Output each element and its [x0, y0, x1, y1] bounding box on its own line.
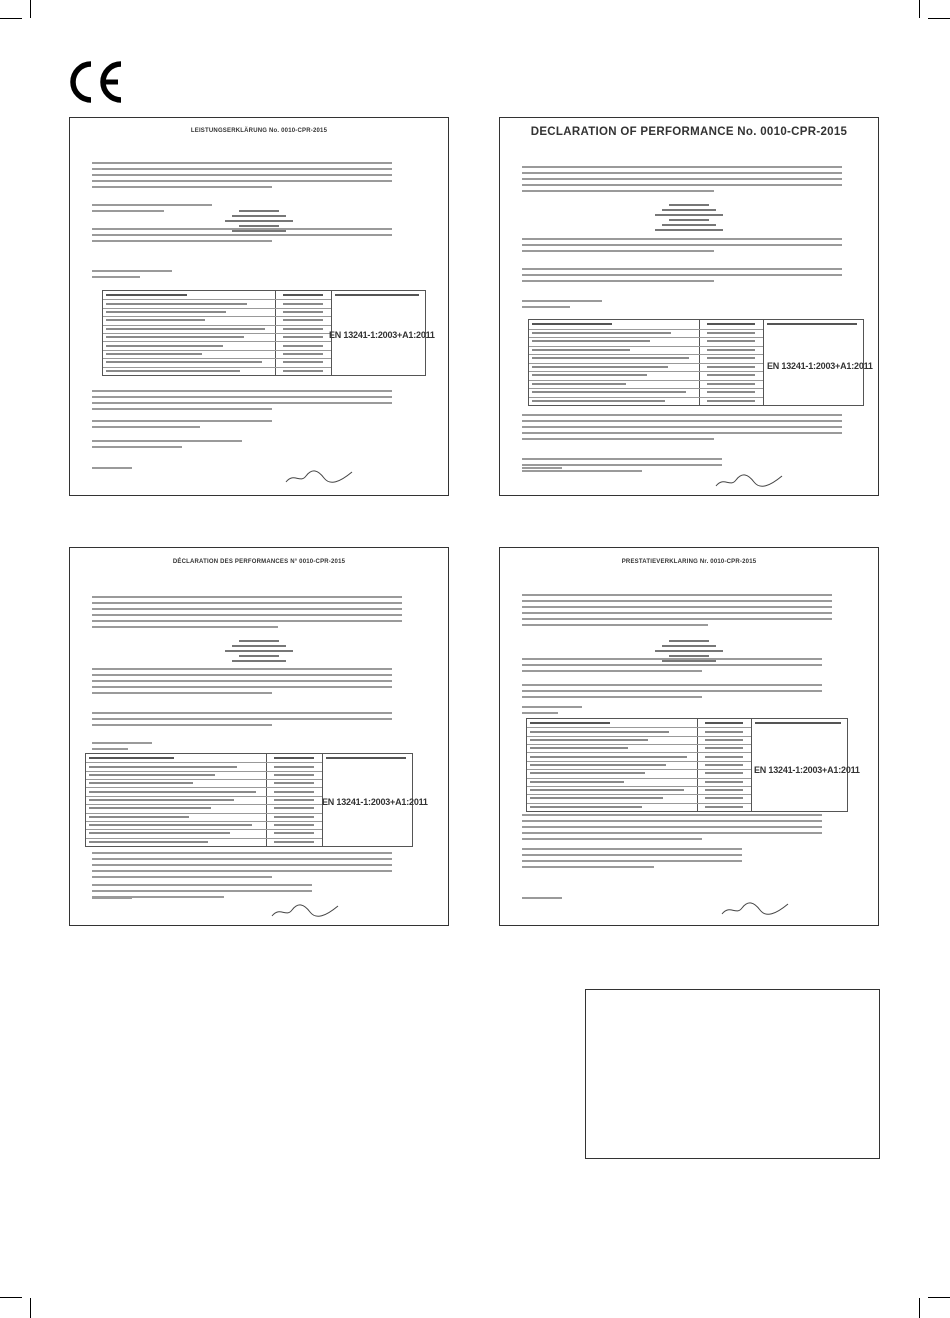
- address-line: [239, 225, 279, 227]
- ce-mark-logo: [66, 58, 126, 106]
- text-line: [92, 620, 402, 622]
- text-line: [522, 268, 842, 270]
- table-cell-text: [283, 311, 323, 313]
- table-cell-text: [705, 781, 743, 783]
- blank-label-box: [585, 989, 880, 1159]
- text-line: [522, 458, 722, 460]
- address-line: [662, 209, 716, 211]
- text-line: [92, 748, 128, 750]
- text-line: [92, 712, 392, 714]
- date-line: [522, 897, 562, 899]
- table-cell-text: [532, 357, 689, 359]
- table-cell-text: [89, 799, 234, 801]
- crop-mark: [30, 0, 31, 18]
- address-line: [239, 655, 279, 657]
- text-line: [522, 274, 842, 276]
- text-line: [92, 596, 402, 598]
- table-cell-text: [106, 303, 247, 305]
- table-cell-text: [530, 747, 628, 749]
- table-cell-text: [283, 353, 323, 355]
- text-line: [522, 250, 714, 252]
- text-line: [92, 674, 392, 676]
- text-line: [92, 446, 182, 448]
- table-cell-text: [707, 349, 755, 351]
- address-line: [655, 229, 723, 231]
- table-cell-text: [89, 791, 256, 793]
- table-cell-text: [705, 764, 743, 766]
- address-line: [669, 640, 709, 642]
- text-line: [92, 626, 278, 628]
- table-cell-text: [705, 789, 743, 791]
- crop-mark: [928, 1297, 950, 1298]
- text-line: [522, 184, 842, 186]
- address-line: [232, 215, 286, 217]
- table-cell-text: [89, 782, 193, 784]
- address-line: [239, 210, 279, 212]
- crop-mark: [928, 18, 950, 19]
- text-line: [522, 306, 570, 308]
- address-line: [225, 650, 293, 652]
- table-cell-text: [707, 383, 755, 385]
- text-line: [522, 866, 654, 868]
- harmonized-standard-label: EN 13241-1:2003+A1:2011: [754, 765, 860, 775]
- table-cell-text: [283, 319, 323, 321]
- text-line: [522, 438, 714, 440]
- text-line: [92, 686, 392, 688]
- table-cell-text: [283, 294, 323, 296]
- text-line: [522, 706, 582, 708]
- text-line: [92, 204, 212, 206]
- table-cell-text: [532, 349, 630, 351]
- text-line: [92, 724, 272, 726]
- date-line: [92, 467, 132, 469]
- table-cell-text: [532, 366, 668, 368]
- address-line: [655, 214, 723, 216]
- table-cell-text: [767, 323, 857, 325]
- text-line: [92, 602, 402, 604]
- table-cell-text: [705, 797, 743, 799]
- table-cell-text: [274, 832, 314, 834]
- table-cell-text: [530, 789, 684, 791]
- table-cell-text: [707, 391, 755, 393]
- table-cell-text: [89, 841, 208, 843]
- text-line: [522, 826, 822, 828]
- text-line: [522, 606, 832, 608]
- table-cell-text: [89, 816, 189, 818]
- text-line: [522, 470, 642, 472]
- signature: [270, 902, 340, 920]
- table-cell-text: [283, 303, 323, 305]
- table-cell-text: [707, 400, 755, 402]
- text-line: [92, 180, 392, 182]
- declaration-document-dutch: [499, 547, 879, 926]
- text-line: [522, 464, 722, 466]
- address-line: [669, 219, 709, 221]
- text-line: [92, 742, 152, 744]
- table-cell-text: [530, 739, 648, 741]
- table-cell-text: [274, 757, 314, 759]
- table-cell-text: [707, 374, 755, 376]
- table-cell-text: [530, 781, 624, 783]
- text-line: [92, 270, 172, 272]
- text-line: [92, 402, 392, 404]
- text-line: [522, 178, 842, 180]
- text-line: [92, 396, 392, 398]
- declaration-document-german: [69, 117, 449, 496]
- table-cell-text: [707, 332, 755, 334]
- text-line: [522, 300, 602, 302]
- text-line: [92, 186, 272, 188]
- text-line: [522, 426, 842, 428]
- text-line: [522, 166, 842, 168]
- table-cell-text: [106, 294, 187, 296]
- text-line: [522, 820, 822, 822]
- text-line: [522, 860, 742, 862]
- text-line: [522, 280, 714, 282]
- text-line: [92, 680, 392, 682]
- crop-mark: [30, 1298, 31, 1318]
- text-line: [522, 696, 702, 698]
- table-cell-text: [707, 357, 755, 359]
- harmonized-standard-label: EN 13241-1:2003+A1:2011: [329, 330, 435, 340]
- text-line: [92, 162, 392, 164]
- table-cell-text: [707, 323, 755, 325]
- table-cell-text: [530, 772, 645, 774]
- table-cell-text: [283, 370, 323, 372]
- crop-mark: [919, 1298, 920, 1318]
- text-line: [522, 684, 822, 686]
- text-line: [92, 608, 402, 610]
- table-cell-text: [705, 722, 743, 724]
- text-line: [522, 838, 702, 840]
- table-cell-text: [283, 361, 323, 363]
- text-line: [522, 432, 842, 434]
- text-line: [92, 426, 200, 428]
- table-cell-text: [532, 400, 665, 402]
- text-line: [522, 854, 742, 856]
- document-title: LEISTUNGSERKLÄRUNG No. 0010-CPR-2015: [190, 128, 328, 134]
- signature: [714, 472, 784, 490]
- table-cell-text: [89, 824, 252, 826]
- text-line: [522, 190, 714, 192]
- table-cell-text: [106, 370, 240, 372]
- text-line: [522, 618, 832, 620]
- table-cell-text: [705, 806, 743, 808]
- date-line: [522, 467, 562, 469]
- signature: [284, 468, 354, 486]
- table-cell-text: [89, 832, 230, 834]
- table-cell-text: [530, 806, 642, 808]
- table-cell-text: [106, 345, 223, 347]
- address-line: [669, 204, 709, 206]
- crop-mark: [0, 1297, 22, 1298]
- table-cell-text: [283, 345, 323, 347]
- text-line: [522, 848, 742, 850]
- crop-mark: [919, 0, 920, 18]
- table-cell-text: [530, 797, 663, 799]
- text-line: [92, 210, 164, 212]
- declaration-document-english: [499, 117, 879, 496]
- table-cell-text: [705, 747, 743, 749]
- text-line: [522, 172, 842, 174]
- table-cell-text: [106, 336, 244, 338]
- text-line: [92, 852, 392, 854]
- text-line: [522, 244, 842, 246]
- document-title: PRESTATIEVERKLARING Nr. 0010-CPR-2015: [621, 559, 757, 565]
- address-line: [232, 645, 286, 647]
- table-cell-text: [274, 807, 314, 809]
- table-cell-text: [274, 799, 314, 801]
- table-cell-text: [89, 807, 211, 809]
- text-line: [92, 884, 312, 886]
- text-line: [92, 864, 392, 866]
- table-cell-text: [532, 391, 686, 393]
- table-cell-text: [707, 340, 755, 342]
- date-line: [92, 897, 132, 899]
- table-cell-text: [274, 816, 314, 818]
- address-line: [239, 640, 279, 642]
- text-line: [92, 234, 392, 236]
- text-line: [522, 594, 832, 596]
- table-cell-text: [106, 361, 262, 363]
- table-cell-text: [530, 731, 669, 733]
- table-cell-text: [755, 722, 841, 724]
- text-line: [92, 420, 272, 422]
- text-line: [522, 664, 822, 666]
- text-line: [92, 440, 242, 442]
- table-cell-text: [106, 311, 226, 313]
- crop-mark: [0, 18, 22, 19]
- signature: [720, 900, 790, 918]
- table-cell-text: [532, 323, 612, 325]
- table-cell-text: [274, 791, 314, 793]
- table-cell-text: [532, 340, 650, 342]
- text-line: [92, 390, 392, 392]
- address-line: [669, 655, 709, 657]
- text-line: [92, 858, 392, 860]
- table-cell-text: [89, 774, 215, 776]
- address-line: [662, 645, 716, 647]
- harmonized-standard-label: EN 13241-1:2003+A1:2011: [322, 797, 428, 807]
- table-cell-text: [532, 374, 647, 376]
- table-cell-text: [89, 766, 237, 768]
- text-line: [522, 690, 822, 692]
- text-line: [92, 174, 392, 176]
- text-line: [92, 614, 402, 616]
- table-cell-text: [283, 336, 323, 338]
- text-line: [92, 276, 140, 278]
- table-cell-text: [530, 756, 687, 758]
- table-cell-text: [705, 731, 743, 733]
- text-line: [522, 238, 842, 240]
- table-cell-text: [274, 824, 314, 826]
- text-line: [522, 414, 842, 416]
- document-title: DECLARATION OF PERFORMANCE No. 0010-CPR-2015: [530, 126, 848, 138]
- text-line: [522, 814, 822, 816]
- table-cell-text: [705, 756, 743, 758]
- table-cell-text: [532, 332, 671, 334]
- text-line: [92, 870, 392, 872]
- table-cell-text: [326, 757, 406, 759]
- text-line: [522, 420, 842, 422]
- text-line: [92, 876, 272, 878]
- table-cell-text: [274, 766, 314, 768]
- address-line: [232, 230, 286, 232]
- table-cell-text: [106, 319, 205, 321]
- table-cell-text: [274, 841, 314, 843]
- address-line: [655, 650, 723, 652]
- text-line: [92, 890, 312, 892]
- table-cell-text: [705, 739, 743, 741]
- text-line: [522, 624, 708, 626]
- document-title: DÉCLARATION DES PERFORMANCES N° 0010-CPR-2015: [172, 559, 346, 565]
- declaration-document-french: [69, 547, 449, 926]
- text-line: [522, 832, 822, 834]
- table-cell-text: [335, 294, 419, 296]
- table-cell-text: [106, 353, 202, 355]
- table-cell-text: [705, 772, 743, 774]
- table-cell-text: [274, 782, 314, 784]
- table-cell-text: [530, 764, 666, 766]
- table-cell-text: [530, 722, 610, 724]
- table-cell-text: [707, 366, 755, 368]
- text-line: [92, 718, 392, 720]
- table-cell-text: [89, 757, 174, 759]
- text-line: [92, 168, 392, 170]
- table-cell-text: [283, 328, 323, 330]
- harmonized-standard-label: EN 13241-1:2003+A1:2011: [767, 361, 873, 371]
- address-line: [662, 224, 716, 226]
- text-line: [92, 692, 272, 694]
- address-line: [232, 660, 286, 662]
- table-cell-text: [106, 328, 265, 330]
- text-line: [522, 600, 832, 602]
- text-line: [92, 408, 272, 410]
- text-line: [522, 612, 832, 614]
- address-line: [662, 660, 716, 662]
- table-cell-text: [532, 383, 626, 385]
- table-cell-text: [274, 774, 314, 776]
- text-line: [92, 668, 392, 670]
- address-line: [225, 220, 293, 222]
- text-line: [522, 712, 558, 714]
- text-line: [522, 670, 702, 672]
- text-line: [92, 240, 272, 242]
